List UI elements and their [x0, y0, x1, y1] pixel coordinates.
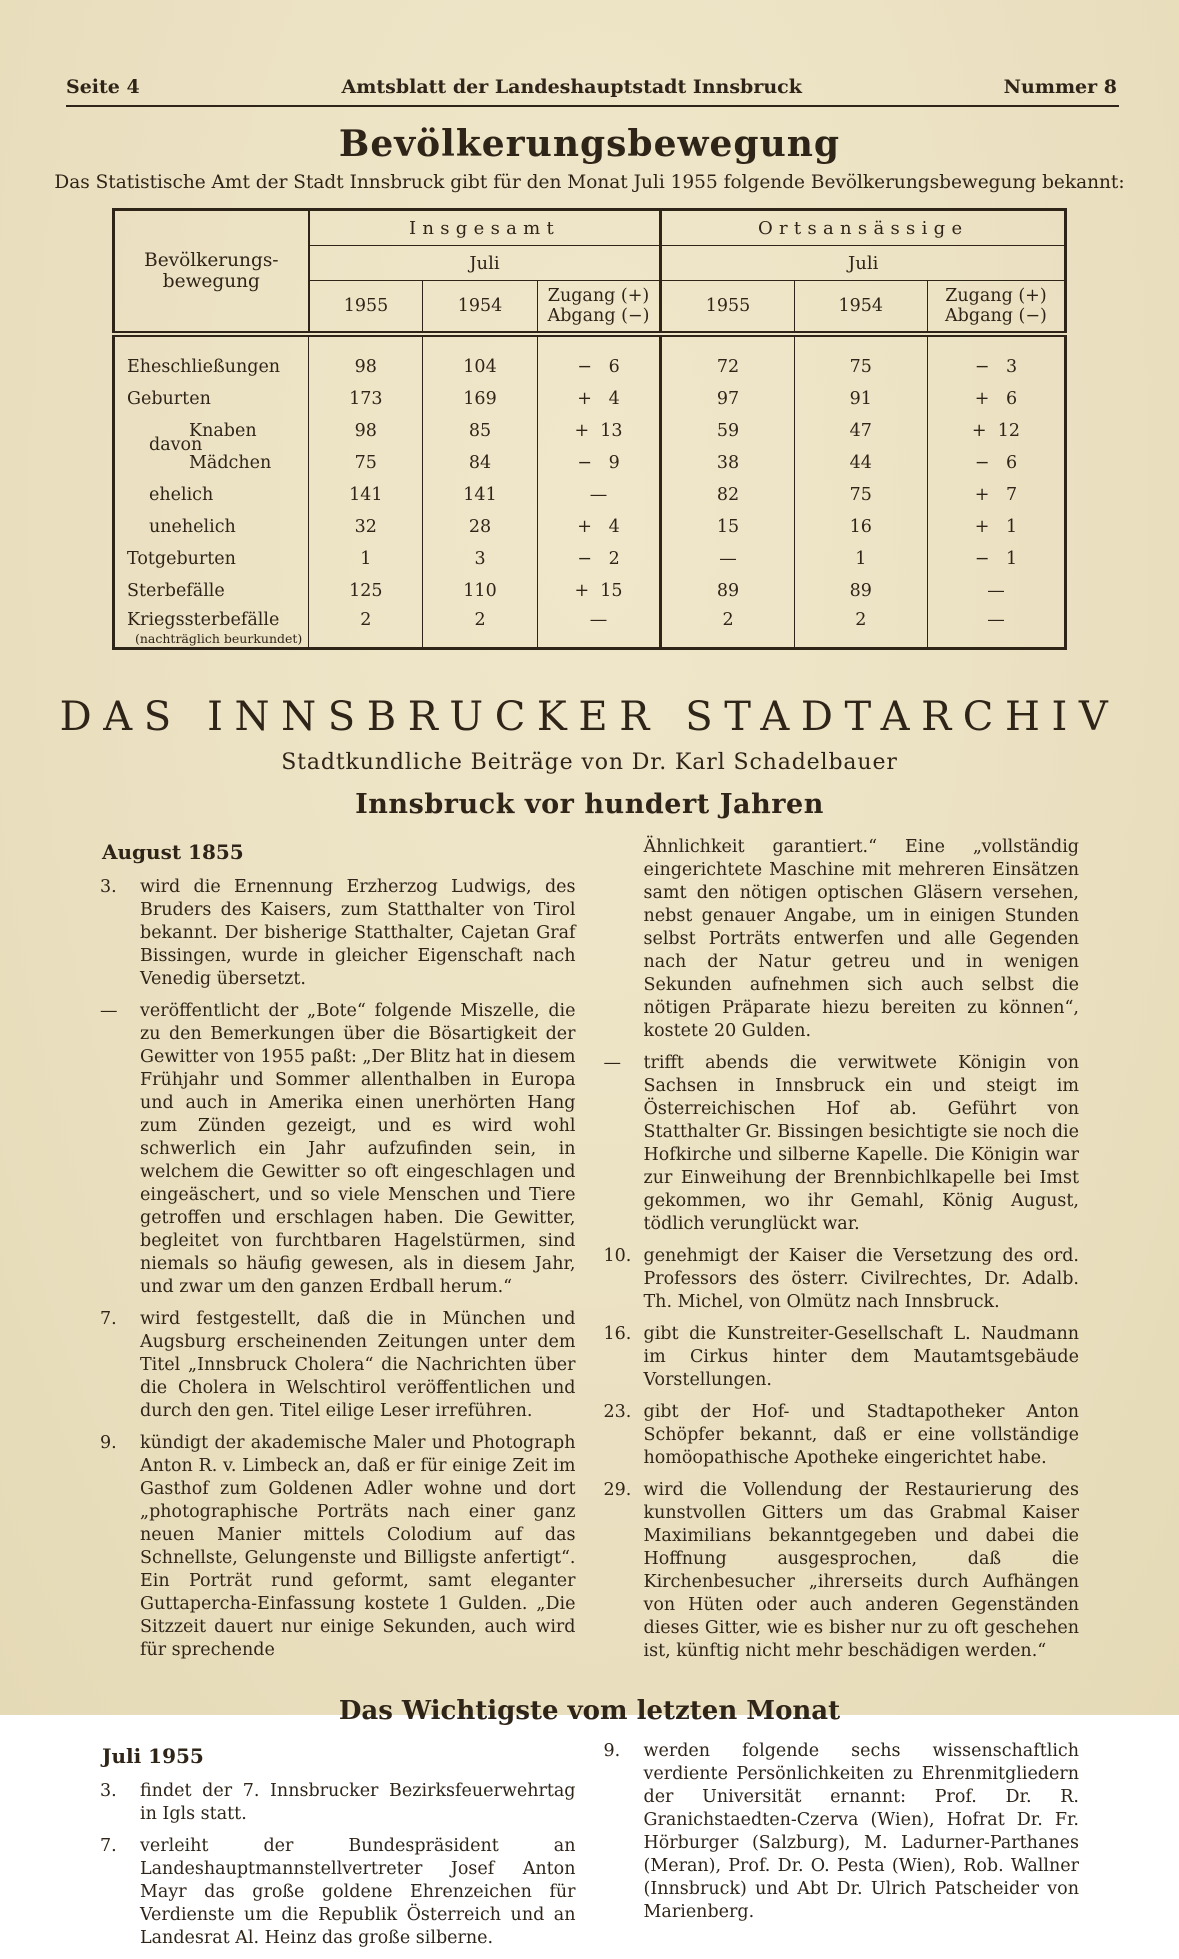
item-text: trifft abends die verwitwete Königin von Sachsen in Innsbruck ein und steigt im Österreichischen Hof ab. Geführt von Statthalter Gr. Bissingen besichtigte sie noch die Hofkirche und silberne Kapelle. Die Königin war zur Einweihung der Brennbichlkapelle bei Imst gekommen, wo ihr Gemahl, König August, tödlich verunglückt war.	[643, 1053, 1079, 1235]
table-row-geburten: Geburten 173 169 + 4 97 91 + 6	[114, 383, 1066, 415]
population-table-head	[114, 210, 1066, 335]
item-text: genehmigt der Kaiser die Versetzung des ord. Professors des österr. Civilrechtes, Dr. Adalb. Th. Michel, von Olmütz nach Innsbruck.	[643, 1246, 1079, 1313]
col-header-diff: Zugang (+) Abgang (−)	[537, 281, 661, 335]
archive-item	[604, 1052, 1080, 1236]
table-row-eheschliessungen: Eheschließungen 98 104 − 6 72 75 − 3	[114, 334, 1066, 383]
monthly-right-column	[604, 1740, 1080, 1959]
group-header-ortsansaessige: Ortsansässige	[661, 210, 1066, 246]
monthly-item	[100, 1780, 576, 1826]
archive-item	[100, 1308, 576, 1423]
running-head	[0, 0, 1179, 98]
group-header-insgesamt: Insgesamt	[309, 210, 661, 246]
item-marker	[604, 836, 644, 1043]
monthly-item	[100, 1835, 576, 1950]
item-marker: 23.	[603, 1402, 632, 1423]
population-table	[112, 208, 1067, 650]
month-header-ortsansaessige: Juli	[661, 246, 1066, 281]
item-marker: —	[100, 1001, 118, 1022]
table-row-maedchen: davon Mädchen 75 84 − 9 38 44 − 6	[114, 447, 1066, 479]
archive-left-column	[100, 836, 576, 1672]
table-row-kriegssterbefaelle: Kriegssterbefälle (nachträglich beurkundet) 2 2 — 2 2 —	[114, 607, 1066, 649]
item-marker: 9.	[100, 1433, 117, 1454]
archive-columns	[0, 836, 1179, 1672]
archive-item	[604, 1479, 1080, 1663]
col-header-1955: 1955	[343, 296, 389, 316]
item-text: Ähnlichkeit garantiert.“ Eine „vollständig eingerichtete Maschine mit mehreren Einsätzen samt den nötigen optischen Gläsern versehen, nebst genauer Angabe, um in einigen Stunden selbst Porträts entwerfen und alle Gegenden nach der Natur getreu und in wenigen Sekunden aufnehmen sich auch selbst die nötigen Präparate hiezu bereiten zu können“, kostete 20 Gulden.	[643, 837, 1079, 1042]
month-heading-august-1855: August 1855	[102, 840, 244, 865]
page-number: Seite 4	[66, 76, 140, 98]
table-row-ehelich: ehelich 141 141 — 82 75 + 7	[114, 479, 1066, 511]
item-text: gibt die Kunstreiter-Gesellschaft L. Naudmann im Cirkus hinter dem Mautamtsgebäude Vorstellungen.	[643, 1324, 1079, 1391]
section-heading-wichtigste: Das Wichtigste vom letzten Monat	[338, 1696, 841, 1727]
archive-item	[604, 1245, 1080, 1314]
monthly-left-column	[100, 1740, 576, 1959]
item-marker: 3.	[100, 1781, 117, 1802]
item-marker: 7.	[100, 1836, 117, 1857]
table-row-unehelich: unehelich 32 28 + 4 15 16 + 1	[114, 511, 1066, 543]
item-marker: 3.	[100, 877, 117, 898]
col-header-diff-orts: Zugang (+) Abgang (−)	[927, 281, 1065, 335]
month-header-insgesamt: Juli	[309, 246, 661, 281]
archive-item	[100, 1000, 576, 1299]
col-header-1955-orts: 1955	[661, 281, 794, 335]
col-header-1954: 1954	[423, 281, 537, 335]
archive-item	[604, 1401, 1080, 1470]
head-rule	[66, 105, 1119, 107]
archive-item	[604, 1323, 1080, 1392]
monthly-item	[604, 1740, 1080, 1924]
month-heading-juli-1955: Juli 1955	[102, 1744, 204, 1769]
monthly-columns	[0, 1740, 1179, 1959]
section-title-population: Bevölkerungsbewegung	[338, 123, 841, 165]
corner-header: Bevölkerungs- bewegung	[114, 210, 309, 335]
masthead-title: Amtsblatt der Landeshauptstadt Innsbruck	[341, 76, 802, 98]
item-marker: 7.	[100, 1309, 117, 1330]
table-row-sterbefaelle: Sterbefälle 125 110 + 15 89 89 —	[114, 575, 1066, 607]
article-subtitle: Stadtkundliche Beiträge von Dr. Karl Schadelbauer	[281, 750, 898, 776]
item-text: findet der 7. Innsbrucker Bezirksfeuerwehrtag in Igls statt.	[140, 1781, 576, 1825]
article-title-stadtarchiv: DAS INNSBRUCKER STADTARCHIV	[59, 694, 1120, 741]
population-intro: Das Statistische Amt der Stadt Innsbruck gibt für den Monat Juli 1955 folgende Bevölkerungsbewegung bekannt:	[54, 172, 1125, 193]
item-text: veröffentlicht der „Bote“ folgende Miszelle, die zu den Bemerkungen über die Bösartigkeit der Gewitter von 1955 paßt: „Der Blitz hat in diesem Frühjahr und Sommer allenthalben in Europa und auch in Amerika einen unerhörten Hang zum Zünden gezeigt, und es wird wohl schwerlich ein Jahr aufzufinden sein, in welchem die Gewitter so oft eingeschlagen und eingeäschert, und so viele Menschen und Tiere getroffen und erschlagen haben. Die Gewitter, begleitet von furchtbaren Hagelstürmen, sind niemals so häufig gewesen, als in diesem Jahr, und zwar um den ganzen Erdball herum.“	[140, 1001, 576, 1298]
article-heading-hundert-jahren: Innsbruck vor hundert Jahren	[355, 789, 824, 821]
item-text: kündigt der akademische Maler und Photograph Anton R. v. Limbeck an, daß er für einige Zeit im Gasthof zum Goldenen Adler wohne und dort „photographische Porträts nach einer ganz neuen Manier mittels Colodium auf das Schnellste, Gelungenste und Billigste anfertigt“. Ein Porträt rund geformt, samt eleganter Guttapercha-Einfassung kostete 1 Gulden. „Die Sitzzeit dauert nur einige Sekunden, auch wird für sprechende	[140, 1433, 576, 1661]
item-marker: 10.	[603, 1246, 632, 1267]
item-text: wird die Ernennung Erzherzog Ludwigs, des Bruders des Kaisers, zum Statthalter von Tirol bekannt. Der bisherige Statthalter, Cajetan Graf Bissingen, wurde in gleicher Eigenschaft nach Venedig übersetzt.	[140, 877, 576, 990]
item-text: wird festgestellt, daß die in München und Augsburg erscheinenden Zeitungen unter dem Titel „Innsbruck Cholera“ die Nachrichten über die Cholera in Welschtirol veröffentlichen und durch den gen. Titel eilige Leser irreführen.	[140, 1309, 576, 1422]
archive-item-continuation	[604, 836, 1080, 1043]
row-footnote: (nachträglich beurkundet)	[135, 631, 303, 646]
archive-item	[100, 1432, 576, 1662]
issue-number: Nummer 8	[1003, 76, 1117, 98]
archive-item	[100, 876, 576, 991]
item-text: verleiht der Bundespräsident an Landeshauptmannstellvertreter Josef Anton Mayr das große goldene Ehrenzeichen für Verdienste um die Republik Österreich und an Landesrat Al. Heinz das große silberne.	[140, 1836, 576, 1949]
table-row-knaben: Knaben 98 85 + 13 59 47 + 12	[114, 415, 1066, 447]
item-text: werden folgende sechs wissenschaftlich verdiente Persönlichkeiten zu Ehrenmitgliedern der Universität ernannt: Prof. Dr. R. Granichstaedten-Czerva (Wien), Hofrat Dr. Fr. Hörburger (Salzburg), M. Ladurner-Parthanes (Meran), Prof. Dr. O. Pesta (Wien), Rob. Wallner (Innsbruck) und Abt Dr. Ulrich Patscheider von Marienberg.	[643, 1741, 1079, 1923]
item-text: wird die Vollendung der Restaurierung des kunstvollen Gitters um das Grabmal Kaiser Maximilians bekanntgegeben und dabei die Hoffnung ausgesprochen, daß die Kirchenbesucher „ihrerseits durch Aufhängen von Hüten oder auch anderen Gegenständen dieses Gitter, wie es bisher nur zu oft geschehen ist, künftig nicht mehr beschädigen werden.“	[643, 1480, 1079, 1662]
item-marker: 9.	[603, 1741, 621, 1762]
item-marker: 16.	[603, 1324, 632, 1345]
davon-brace-label: davon	[149, 435, 203, 455]
item-text: gibt der Hof- und Stadtapotheker Anton Schöpfer bekannt, daß er eine vollständige homöopathische Apotheke eingerichtet habe.	[643, 1402, 1079, 1469]
col-header-1954-orts: 1954	[794, 281, 927, 335]
table-row-totgeburten: Totgeburten 1 3 − 2 — 1 − 1	[114, 543, 1066, 575]
item-marker: 29.	[603, 1480, 632, 1501]
archive-right-column	[604, 836, 1080, 1672]
item-marker: —	[603, 1053, 621, 1074]
